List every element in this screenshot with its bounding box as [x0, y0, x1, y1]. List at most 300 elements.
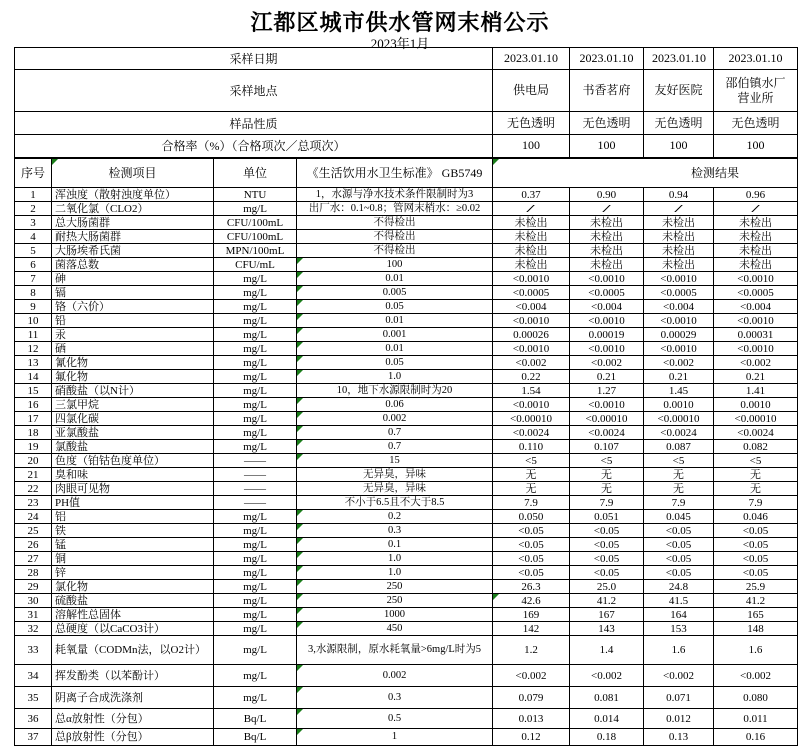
standard-limit: 15	[297, 454, 493, 468]
standard-limit: 100	[297, 258, 493, 272]
row-number: 30	[15, 594, 52, 608]
result-value: <0.0010	[493, 398, 570, 412]
cell-marker-icon	[297, 300, 303, 306]
item-unit: CFU/100mL	[214, 230, 297, 244]
result-value: <0.0010	[570, 272, 644, 286]
slash-placeholder: /	[602, 202, 611, 215]
result-value: 未检出	[493, 230, 570, 244]
cell-marker-icon	[297, 398, 303, 404]
item-unit: mg/L	[214, 594, 297, 608]
result-value: 0.107	[570, 440, 644, 454]
item-unit: mg/L	[214, 412, 297, 426]
sample-info-row	[15, 48, 798, 70]
standard-limit: 10，地下水源限制时为20	[297, 384, 493, 398]
result-row	[15, 328, 798, 342]
item-name: 三氯甲烷	[52, 398, 214, 412]
result-value: 0.37	[493, 188, 570, 202]
result-row	[15, 384, 798, 398]
standard-limit: 0.05	[297, 300, 493, 314]
item-name: 铁	[52, 524, 214, 538]
item-unit: mg/L	[214, 426, 297, 440]
result-value: <0.05	[570, 524, 644, 538]
item-unit: mg/L	[214, 286, 297, 300]
result-value: 143	[570, 622, 644, 636]
cell-marker-icon	[297, 594, 303, 600]
result-row	[15, 622, 798, 636]
row-number: 23	[15, 496, 52, 510]
result-value: <0.05	[714, 538, 798, 552]
result-value: 未检出	[570, 244, 644, 258]
row-number: 25	[15, 524, 52, 538]
result-row	[15, 524, 798, 538]
cell-marker-icon	[297, 510, 303, 516]
cell-marker-icon	[297, 538, 303, 544]
result-value: 无	[644, 468, 714, 482]
slash-placeholder: /	[526, 202, 536, 215]
item-unit: Bq/L	[214, 729, 297, 746]
result-row	[15, 370, 798, 384]
standard-limit: 250	[297, 594, 493, 608]
standard-limit: 0.5	[297, 709, 493, 729]
cell-marker-icon	[297, 580, 303, 586]
standard-limit: 0.2	[297, 510, 493, 524]
result-value: 0.014	[570, 709, 644, 729]
result-value: 未检出	[570, 216, 644, 230]
sample-info-label: 合格率（%）（合格项次／总项次）	[15, 135, 493, 158]
standard-limit: 0.01	[297, 272, 493, 286]
result-value: <0.002	[493, 356, 570, 370]
result-value: 0.00019	[570, 328, 644, 342]
result-row	[15, 636, 798, 665]
item-name: 色度（铂钴色度单位）	[52, 454, 214, 468]
standard-limit: 不小于6.5且不大于8.5	[297, 496, 493, 510]
row-number: 17	[15, 412, 52, 426]
result-value: 0.013	[493, 709, 570, 729]
row-number: 20	[15, 454, 52, 468]
result-value: 无	[493, 468, 570, 482]
cell-marker-icon	[297, 412, 303, 418]
standard-limit: 0.3	[297, 524, 493, 538]
result-row	[15, 286, 798, 300]
item-unit: mg/L	[214, 440, 297, 454]
result-row	[15, 356, 798, 370]
result-value: 0.12	[493, 729, 570, 746]
sample-info-value: 100	[570, 135, 644, 158]
result-value: <0.05	[570, 538, 644, 552]
result-value: <0.05	[644, 538, 714, 552]
standard-limit: 0.05	[297, 356, 493, 370]
standard-limit: 1.0	[297, 552, 493, 566]
sample-info-value: 无色透明	[714, 112, 798, 135]
result-value: <0.0010	[714, 342, 798, 356]
result-value: 未检出	[644, 244, 714, 258]
result-value: 0.21	[714, 370, 798, 384]
result-row	[15, 580, 798, 594]
cell-marker-icon	[297, 440, 303, 446]
result-value: 0.046	[714, 510, 798, 524]
result-value: <0.0010	[493, 272, 570, 286]
result-value: 0.0010	[714, 398, 798, 412]
row-number: 9	[15, 300, 52, 314]
item-name: 总硬度（以CaCO3计）	[52, 622, 214, 636]
cell-marker-icon	[297, 370, 303, 376]
result-value: 0.045	[644, 510, 714, 524]
result-value: <5	[570, 454, 644, 468]
result-value: 41.2	[714, 594, 798, 608]
row-number: 35	[15, 687, 52, 709]
standard-limit: 0.002	[297, 665, 493, 687]
row-number: 34	[15, 665, 52, 687]
sample-info-value: 2023.01.10	[570, 48, 644, 70]
sample-info-value: 友好医院	[644, 70, 714, 112]
item-unit: ——	[214, 496, 297, 510]
result-value: 未检出	[493, 216, 570, 230]
result-value: 无	[714, 482, 798, 496]
item-unit: mg/L	[214, 636, 297, 665]
result-value: <0.05	[493, 538, 570, 552]
result-row	[15, 314, 798, 328]
result-value: 7.9	[644, 496, 714, 510]
result-value: 142	[493, 622, 570, 636]
standard-limit: 0.7	[297, 426, 493, 440]
result-value: 7.9	[493, 496, 570, 510]
result-value: 0.94	[644, 188, 714, 202]
result-value	[714, 202, 798, 216]
sample-info-value: 邵伯镇水厂营业所	[714, 70, 798, 112]
sample-info-value: 100	[644, 135, 714, 158]
header-standard: 《生活饮用水卫生标准》 GB5749	[297, 158, 493, 188]
result-row	[15, 272, 798, 286]
result-row	[15, 496, 798, 510]
result-row	[15, 594, 798, 608]
cell-marker-icon	[297, 272, 303, 278]
result-row	[15, 300, 798, 314]
result-value: 0.96	[714, 188, 798, 202]
result-value: 无	[714, 468, 798, 482]
row-number: 16	[15, 398, 52, 412]
result-value: <0.0005	[714, 286, 798, 300]
sample-info-label: 采样地点	[15, 70, 493, 112]
result-value: 无	[644, 482, 714, 496]
result-value: 169	[493, 608, 570, 622]
standard-limit: 1.0	[297, 566, 493, 580]
result-row	[15, 468, 798, 482]
result-value: <0.0010	[644, 342, 714, 356]
item-name: 总β放射性（分包）	[52, 729, 214, 746]
result-row	[15, 188, 798, 202]
result-value: 167	[570, 608, 644, 622]
result-value: <0.0010	[493, 342, 570, 356]
sample-info-value: 2023.01.10	[714, 48, 798, 70]
item-unit: MPN/100mL	[214, 244, 297, 258]
result-value: <0.0010	[714, 272, 798, 286]
cell-marker-icon	[297, 454, 303, 460]
item-unit: mg/L	[214, 665, 297, 687]
results-header-row	[15, 158, 798, 188]
result-value: <0.0024	[570, 426, 644, 440]
item-unit: ——	[214, 454, 297, 468]
result-value: <0.0005	[570, 286, 644, 300]
sample-info-value: 2023.01.10	[644, 48, 714, 70]
result-value: 未检出	[570, 230, 644, 244]
standard-limit: 1，水源与净水技术条件限制时为3	[297, 188, 493, 202]
result-row	[15, 454, 798, 468]
result-value: <0.05	[644, 552, 714, 566]
cell-marker-icon	[297, 665, 303, 671]
row-number: 32	[15, 622, 52, 636]
standard-limit: 不得检出	[297, 244, 493, 258]
result-row	[15, 426, 798, 440]
result-value: <0.05	[644, 566, 714, 580]
item-unit: CFU/100mL	[214, 216, 297, 230]
item-name: 铜	[52, 552, 214, 566]
row-number: 3	[15, 216, 52, 230]
result-row	[15, 244, 798, 258]
result-row	[15, 665, 798, 687]
row-number: 10	[15, 314, 52, 328]
item-name: 大肠埃希氏菌	[52, 244, 214, 258]
item-unit: mg/L	[214, 580, 297, 594]
result-value: <0.0010	[714, 314, 798, 328]
result-value: <0.05	[644, 524, 714, 538]
sample-info-row	[15, 112, 798, 135]
result-value: 未检出	[714, 244, 798, 258]
standard-limit: 0.1	[297, 538, 493, 552]
result-value: <0.05	[570, 566, 644, 580]
result-value: 未检出	[714, 216, 798, 230]
result-value: <0.002	[714, 356, 798, 370]
row-number: 5	[15, 244, 52, 258]
result-value: 未检出	[644, 216, 714, 230]
result-row	[15, 538, 798, 552]
result-value: 未检出	[714, 230, 798, 244]
item-unit: mg/L	[214, 314, 297, 328]
cell-marker-icon	[297, 729, 303, 735]
item-name: 臭和味	[52, 468, 214, 482]
row-number: 29	[15, 580, 52, 594]
item-name: 锰	[52, 538, 214, 552]
result-value: 0.13	[644, 729, 714, 746]
item-name: 镉	[52, 286, 214, 300]
sample-info-row	[15, 70, 798, 112]
result-value: <0.05	[493, 552, 570, 566]
item-unit: mg/L	[214, 370, 297, 384]
standard-limit: 无异臭，异味	[297, 468, 493, 482]
item-name: 耐热大肠菌群	[52, 230, 214, 244]
item-unit: ——	[214, 468, 297, 482]
standard-limit: 0.005	[297, 286, 493, 300]
sample-info-value: 2023.01.10	[493, 48, 570, 70]
result-row	[15, 729, 798, 746]
standard-limit: 0.01	[297, 314, 493, 328]
result-value: <0.002	[570, 356, 644, 370]
row-number: 26	[15, 538, 52, 552]
item-name: 铝	[52, 510, 214, 524]
standard-limit: 无异臭，异味	[297, 482, 493, 496]
result-value: <0.00010	[644, 412, 714, 426]
result-value: <0.05	[714, 552, 798, 566]
cell-marker-icon	[297, 314, 303, 320]
slash-placeholder: /	[751, 202, 760, 215]
item-unit: mg/L	[214, 566, 297, 580]
result-value: <0.004	[570, 300, 644, 314]
cell-marker-icon	[493, 594, 499, 600]
item-name: 硒	[52, 342, 214, 356]
header-unit: 单位	[214, 158, 297, 188]
item-unit: mg/L	[214, 524, 297, 538]
result-value: 未检出	[570, 258, 644, 272]
result-value	[570, 202, 644, 216]
result-value: 25.9	[714, 580, 798, 594]
result-value: 0.00031	[714, 328, 798, 342]
item-unit: NTU	[214, 188, 297, 202]
item-unit: mg/L	[214, 272, 297, 286]
result-value: 0.0010	[644, 398, 714, 412]
result-row	[15, 258, 798, 272]
sample-info-row	[15, 135, 798, 158]
row-number: 37	[15, 729, 52, 746]
result-value: <5	[493, 454, 570, 468]
row-number: 18	[15, 426, 52, 440]
page-title: 江都区城市供水管网末梢公示	[250, 10, 550, 35]
standard-limit: 3,水源限制，原水耗氧量>6mg/L时为5	[297, 636, 493, 665]
result-value: 未检出	[644, 258, 714, 272]
header-item: 检测项目	[52, 158, 214, 188]
row-number: 31	[15, 608, 52, 622]
item-name: 汞	[52, 328, 214, 342]
item-name: 耗氧量（CODMn法，以O2计）	[52, 636, 214, 665]
item-unit: ——	[214, 482, 297, 496]
item-name: 溶解性总固体	[52, 608, 214, 622]
result-row	[15, 230, 798, 244]
item-name: 氟化物	[52, 370, 214, 384]
standard-limit: 450	[297, 622, 493, 636]
item-name: 硝酸盐（以N计）	[52, 384, 214, 398]
item-name: 二氧化氯（CLO2）	[52, 202, 214, 216]
result-value: 1.6	[644, 636, 714, 665]
standard-limit: 0.7	[297, 440, 493, 454]
standard-limit: 250	[297, 580, 493, 594]
item-name: 亚氯酸盐	[52, 426, 214, 440]
result-value: <0.0010	[570, 342, 644, 356]
result-value: <0.0010	[570, 314, 644, 328]
result-value: 26.3	[493, 580, 570, 594]
item-name: 浑浊度（散射浊度单位）	[52, 188, 214, 202]
sample-info-value: 无色透明	[570, 112, 644, 135]
item-name: 铬（六价）	[52, 300, 214, 314]
row-number: 6	[15, 258, 52, 272]
result-value: 无	[570, 468, 644, 482]
cell-marker-icon	[297, 328, 303, 334]
result-value: 0.050	[493, 510, 570, 524]
result-value: 0.22	[493, 370, 570, 384]
cell-marker-icon	[297, 342, 303, 348]
result-value: <0.0010	[644, 314, 714, 328]
result-row	[15, 552, 798, 566]
result-value: <0.00010	[714, 412, 798, 426]
result-value: 0.079	[493, 687, 570, 709]
result-value: 0.051	[570, 510, 644, 524]
item-unit: mg/L	[214, 510, 297, 524]
item-unit: mg/L	[214, 328, 297, 342]
result-value: 0.90	[570, 188, 644, 202]
result-value: 153	[644, 622, 714, 636]
result-value: <5	[644, 454, 714, 468]
standard-limit: 不得检出	[297, 230, 493, 244]
result-row	[15, 216, 798, 230]
item-unit: mg/L	[214, 342, 297, 356]
result-row	[15, 202, 798, 216]
sample-info-value: 100	[493, 135, 570, 158]
row-number: 12	[15, 342, 52, 356]
row-number: 1	[15, 188, 52, 202]
result-value: <0.0024	[644, 426, 714, 440]
item-name: 硫酸盐	[52, 594, 214, 608]
result-value: <0.0010	[493, 314, 570, 328]
result-row	[15, 510, 798, 524]
result-value: <0.0005	[493, 286, 570, 300]
item-name: 氰化物	[52, 356, 214, 370]
standard-limit: 0.3	[297, 687, 493, 709]
cell-marker-icon	[297, 709, 303, 715]
cell-marker-icon	[297, 566, 303, 572]
sample-info-value: 无色透明	[644, 112, 714, 135]
row-number: 11	[15, 328, 52, 342]
result-row	[15, 398, 798, 412]
result-row	[15, 566, 798, 580]
result-value: 164	[644, 608, 714, 622]
result-value: 0.087	[644, 440, 714, 454]
cell-marker-icon	[52, 159, 58, 165]
result-value: <0.002	[644, 356, 714, 370]
result-value: <5	[714, 454, 798, 468]
result-value: <0.00010	[493, 412, 570, 426]
result-value: 148	[714, 622, 798, 636]
result-row	[15, 709, 798, 729]
result-row	[15, 440, 798, 454]
report-month: 2023年1月	[370, 36, 430, 51]
sample-info-value: 书香茗府	[570, 70, 644, 112]
cell-marker-icon	[297, 286, 303, 292]
item-unit: mg/L	[214, 608, 297, 622]
result-value: <0.05	[493, 524, 570, 538]
result-value: <0.0010	[570, 398, 644, 412]
result-value: 1.4	[570, 636, 644, 665]
row-number: 13	[15, 356, 52, 370]
item-name: 砷	[52, 272, 214, 286]
result-value: 未检出	[714, 258, 798, 272]
result-value: <0.004	[644, 300, 714, 314]
item-name: 锌	[52, 566, 214, 580]
result-value: 165	[714, 608, 798, 622]
item-unit: CFU/mL	[214, 258, 297, 272]
standard-limit: 0.001	[297, 328, 493, 342]
result-value: 1.27	[570, 384, 644, 398]
result-value: <0.0024	[714, 426, 798, 440]
sample-info-value: 100	[714, 135, 798, 158]
result-value: 0.071	[644, 687, 714, 709]
result-value: 无	[570, 482, 644, 496]
row-number: 15	[15, 384, 52, 398]
result-value: 41.5	[644, 594, 714, 608]
result-value: 1.2	[493, 636, 570, 665]
result-value: 0.16	[714, 729, 798, 746]
result-value: <0.002	[644, 665, 714, 687]
result-value: 1.41	[714, 384, 798, 398]
result-value	[493, 202, 570, 216]
standard-limit: 0.06	[297, 398, 493, 412]
item-name: 阴离子合成洗涤剂	[52, 687, 214, 709]
